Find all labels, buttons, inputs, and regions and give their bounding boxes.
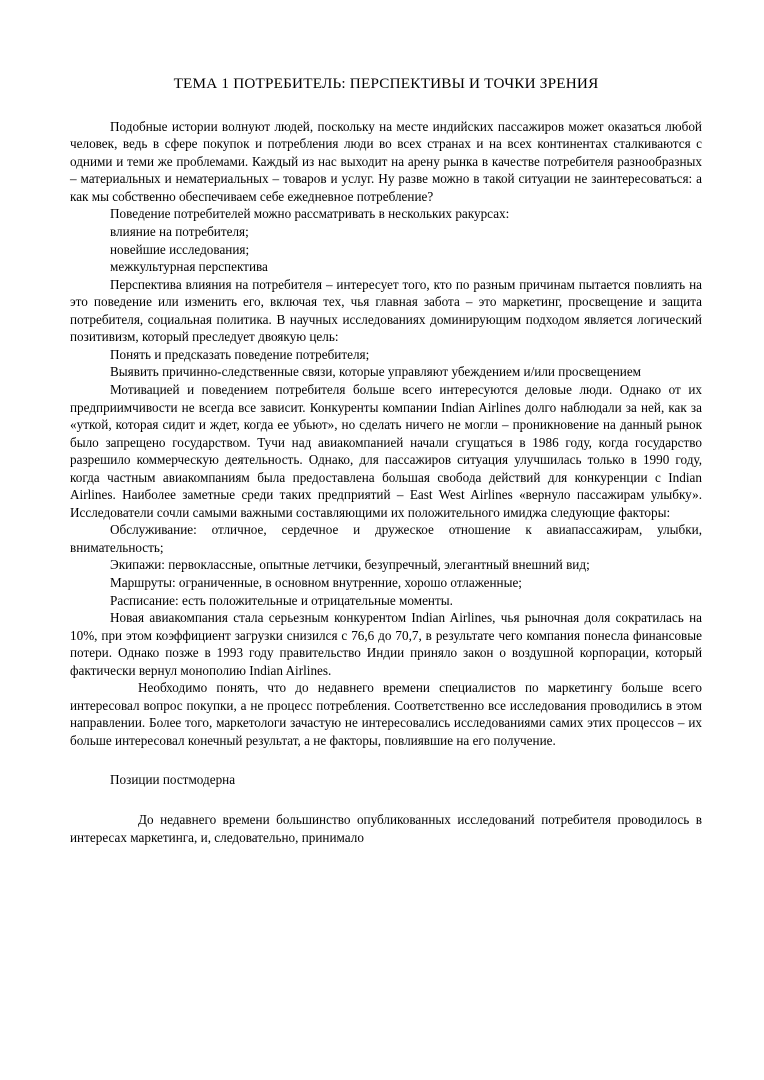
list-item: Обслуживание: отличное, сердечное и дружеское отношение к авиапассажирам, улыбки, внимательность; — [70, 522, 702, 555]
list-item: Выявить причинно-следственные связи, которые управляют убеждением и/или просвещением — [110, 364, 642, 380]
list-item: Маршруты: ограниченные, в основном внутренние, хорошо отлаженные; — [110, 574, 522, 590]
page-title: ТЕМА 1 ПОТРЕБИТЕЛЬ: ПЕРСПЕКТИВЫ И ТОЧКИ ЗРЕНИЯ — [173, 75, 599, 92]
list-item: Экипажи: первоклассные, опытные летчики, безупречный, элегантный внешний вид; — [110, 557, 590, 573]
paragraph-marketing-focus: Необходимо понять, что до недавнего времени специалистов по маркетингу больше всего интересовал вопрос покупки, а не процесс потребления. Соответственно все исследования проводились в этом направлении. Более того, маркетологи зачастую не интересовались исследованиями самих этих процессов – их больше интересовал конечный результат, а не факторы, повлиявшие на его получение. — [70, 680, 702, 748]
paragraph-intro: Подобные истории волнуют людей, поскольку на месте индийских пассажиров может оказаться любой человек, ведь в сфере покупок и потребления люди во всех странах и на всех континентах сталкиваются с одними и теми же проблемами. Каждый из нас выходит на арену рынка в качестве потребителя разнообразных – материальных и нематериальных – товаров и услуг. Ну разве можно в такой ситуации не заинтересоваться: а как мы собственно обеспечиваем себе ежедневное потребление? — [70, 118, 702, 204]
list-item: межкультурная перспектива — [110, 259, 268, 275]
paragraph-motivation: Мотивацией и поведением потребителя больше всего интересуются деловые люди. Однако от их предприимчивости не всегда все зависит. Конкуренты компании Indian Airlines долго наблюдали за ней, как за «уткой, которая сидит и ждет, когда ее убьют», но сделать ничего не могли – проникновение на данный рынок было запрещено государством. Тучи над авиакомпанией начали сгущаться в 1986 году, когда государство разрешило коммерческую деятельность. Однако, для пассажиров ситуация улучшилась только в 1990 году, когда частным авиакомпаниям была предоставлена большая свобода действий для конкуренции с Indian Airlines. Наиболее заметные среди таких предприятий – East West Airlines «вернуло пассажирам улыбку». Исследователи сочли самыми важными составляющими их положительного имиджа следующие факторы: — [70, 381, 702, 520]
paragraph-influence: Перспектива влияния на потребителя – интересует того, кто по разным причинам пытается повлиять на это поведение или изменить его, включая тех, чья главная забота – это маркетинг, просвещение и защита потребителя, социальная политика. В научных исследованиях доминирующим подходом является логический позитивизм, который преследует двоякую цель: — [70, 276, 702, 345]
paragraph-new-airline: Новая авиакомпания стала серьезным конкурентом Indian Airlines, чья рыночная доля сократилась на 10%, при этом коэффициент загрузки снизился с 76,6 до 70,7, в результате чего компания понесла финансовые потери. Однако позже в 1993 году правительство Индии приняло закон о воздушной корпорации, который фактически вернул монополию Indian Airlines. — [70, 610, 702, 678]
paragraph-postmodern-body: До недавнего времени большинство опубликованных исследований потребителя проводилось в интересах маркетинга, и, следовательно, принимало — [70, 811, 702, 845]
section-heading-postmodern: Позиции постмодерна — [110, 772, 236, 788]
list-item: Расписание: есть положительные и отрицательные моменты. — [110, 592, 453, 608]
paragraph-perspectives-lead: Поведение потребителей можно рассматривать в нескольких ракурсах: — [110, 206, 510, 222]
list-item: новейшие исследования; — [110, 241, 250, 257]
list-item: Понять и предсказать поведение потребителя; — [110, 346, 370, 362]
list-item: влияние на потребителя; — [110, 224, 249, 240]
